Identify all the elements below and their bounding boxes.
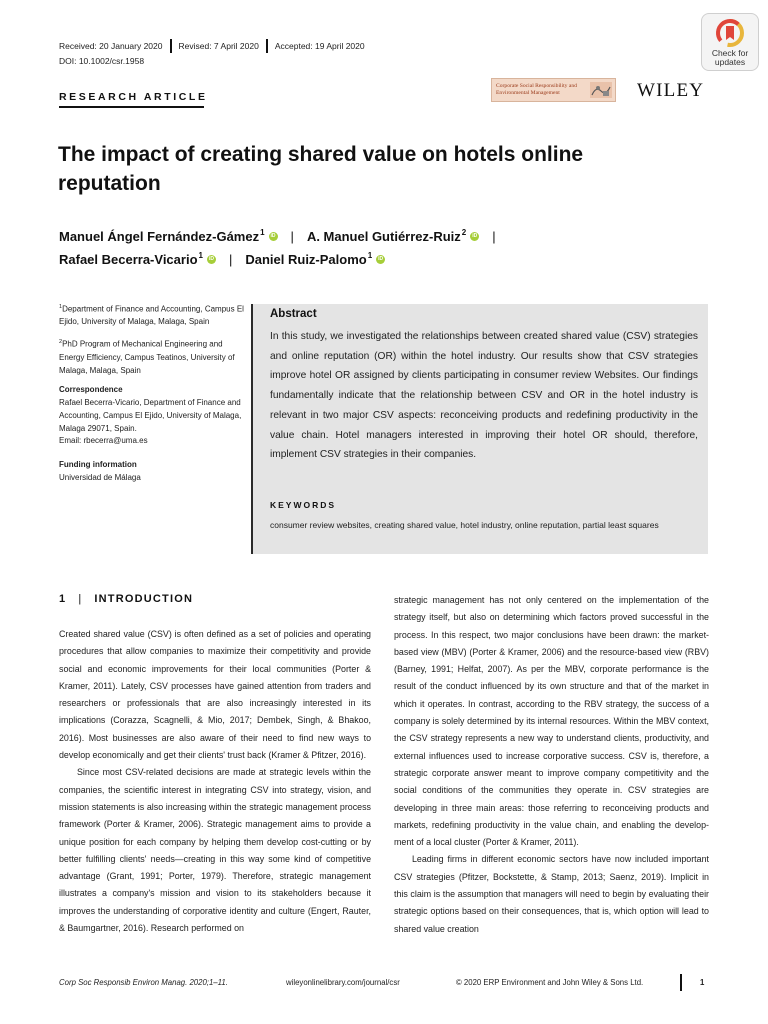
footer-divider <box>680 974 682 991</box>
keywords-text: consumer review websites, creating shared value, hotel industry, online reputation, partial least squares <box>270 520 659 530</box>
correspondence-heading: Correspondence <box>59 385 123 395</box>
journal-banner-line-1: Corporate Social Responsibility and <box>496 83 577 89</box>
journal-banner-graphic-icon <box>590 82 612 98</box>
correspondence-text: Rafael Becerra-Vicario, Department of Finance and Accounting, Campus El Ejido, University of Malaga, Malaga 29071, Spain. <box>59 398 242 433</box>
body-paragraph: Since most CSV-related decisions are made at strategic levels within the companies, the scientific interest in integrating CSV into strategy, vision, and mission statements is also increasing within the strategic management process framework (Porter & Kramer, 2006). Strategic management aims to provide a unique position for each company by helping them develop cost-cutting or by better fulfilling clients' needs—creating in this way some kind of competitive advantage (Grant, 1991; Porter, 1979). Therefore, strategic management illustrates a company's mission and vision to its stakeholders because it improves the understanding of corporative identity and culture (Engert, Rauter, & Baumgartner, 2016). Research performed on <box>59 767 371 934</box>
author-separator: | <box>228 252 233 267</box>
article-type-label: RESEARCH ARTICLE <box>59 91 208 103</box>
orcid-icon[interactable]: iD <box>270 233 276 239</box>
author-separator: | <box>290 229 294 244</box>
section-heading <box>59 593 193 605</box>
body-paragraph: Created shared value (CSV) is often defined as a set of policies and operating procedures that allow companies to maximize their competitivity and provide social and economic improvements for their local communities (Porter & Kramer, 2011). Lately, CSV processes have gained attention from traders and researchers or professionals that are also increasingly interested in its implications (Corazza, Scagnelli, & Mio, 2017; Dembek, Singh, & Bhakoo, 2016). Most businesses are also aware of their need to find new ways to develop economically and get their clients' trust back (Kramer & Pfitzer, 2016). <box>59 629 371 761</box>
affiliation-number: 2 <box>59 339 63 346</box>
divider <box>170 39 172 53</box>
body-paragraph: Leading firms in different economic sectors have now included important CSV strategies (Pfitzer, Bockstette, & Stamp, 2013; Saenz, 2019). Implicit in this claim is the assumption that managers will need to begin by evaluating their strategic options based on their consequences, that is, which option will lead to shared value creation <box>394 854 709 934</box>
correspondence-email[interactable]: Email: rbecerra@uma.es <box>59 436 148 446</box>
author-name[interactable]: Rafael Becerra-Vicario <box>59 252 198 267</box>
journal-banner-line-2: Environmental Management <box>496 89 560 96</box>
body-column-right <box>394 592 709 938</box>
author-line-1 <box>59 229 509 244</box>
revised-date: Revised: 7 April 2020 <box>178 41 259 51</box>
author-separator: | <box>492 229 496 244</box>
affiliation-1 <box>59 301 249 329</box>
body-paragraph: strategic management has not only centered on the implementation of the strategy itself, but also on determining which factors proved successful in the process. In this respect, two major conclusions have been drawn: the market-based view (MBV) (Porter & Kramer, 2006) and the resource-based view (RBV) (Barney, 1991; Helfat, 2007). As per the MBV, corporate performance is the result of the conduct influenced by its own structure and that of the market in which it operates. In contrast, according to the RBV strategy, the success of a company is solely determined by its internal resources. Within the MBV context, the CSV strategy represents a new way to understand clients, productivity, and external influences used to increase corporative success. CSV is, therefore, a strategic corporate answer meant to improve company competitivity and the social conditions of the communities they operate in. CSV strategies are developing in three main areas: those referring to reconceiving products and markets, redefining productivity in the value chain, and enabling the development of a local cluster (Porter & Kramer, 2011). <box>394 595 709 848</box>
author-affiliation: 1 <box>260 228 265 237</box>
orcid-icon[interactable]: iD <box>378 256 384 262</box>
abstract-text: In this study, we investigated the relationships between created shared value (CSV) strategies and online reputation (OR) within the hotel industry. Our results show that CSV strategies improve hotel OR assigned by clients participating in consumer review Websites. Our findings fundamentally indicate that the relationship between CSV and OR in the hotel industry is relevant in two major CSV aspects: reconceiving products and redefining productivity in the value chain. Hotel managers interested in improving their hotel OR should, therefore, implement CSV strategies in their companies. <box>270 331 698 461</box>
abstract-left-rule <box>251 304 253 554</box>
footer-copyright: © 2020 ERP Environment and John Wiley & Sons Ltd. <box>456 978 644 987</box>
affiliation-text: Department of Finance and Accounting, Campus El Ejido, University of Malaga, Malaga, Spain <box>59 304 244 327</box>
keywords-heading: KEYWORDS <box>270 500 337 510</box>
section-title: INTRODUCTION <box>94 593 194 605</box>
author-name[interactable]: A. Manuel Gutiérrez-Ruiz <box>306 229 461 244</box>
affiliation-2 <box>59 336 249 377</box>
journal-banner[interactable] <box>491 78 616 102</box>
footer-journal-citation: Corp Soc Responsib Environ Manag. 2020;1–11. <box>59 978 228 987</box>
author-name[interactable]: Daniel Ruiz-Palomo <box>245 252 367 267</box>
bookmark-ring-icon <box>715 18 745 48</box>
author-affiliation: 2 <box>461 228 467 237</box>
article-title: The impact of creating shared value on hotels online reputation <box>58 143 584 195</box>
affiliation-text: PhD Program of Mechanical Engineering and Energy Efficiency, Campus Teatinos, University of Malaga, Malaga, Spain <box>59 339 235 375</box>
orcid-icon[interactable]: iD <box>208 256 214 262</box>
doi[interactable]: DOI: 10.1002/csr.1958 <box>59 56 145 66</box>
author-affiliation: 1 <box>198 251 203 260</box>
body-column-left <box>59 626 371 937</box>
article-info-sidebar <box>59 301 249 492</box>
funding-text: Universidad de Málaga <box>59 473 141 483</box>
author-affiliation: 1 <box>367 251 373 260</box>
page-number: 1 <box>700 978 705 987</box>
publisher-logo[interactable]: WILEY <box>637 80 705 101</box>
publication-dates <box>59 39 365 53</box>
check-for-updates-badge[interactable] <box>701 13 759 71</box>
article-type-underline <box>59 106 204 108</box>
badge-line-1: Check for <box>711 48 749 58</box>
affiliation-number: 1 <box>59 304 63 310</box>
section-separator: | <box>78 593 83 605</box>
divider <box>266 39 268 53</box>
author-name[interactable]: Manuel Ángel Fernández-Gámez <box>59 229 260 244</box>
author-line-2 <box>59 252 385 267</box>
badge-line-2: updates <box>714 57 746 67</box>
section-number: 1 <box>59 593 67 605</box>
funding-heading: Funding information <box>59 460 137 470</box>
received-date: Received: 20 January 2020 <box>59 41 163 51</box>
footer-journal-url[interactable]: wileyonlinelibrary.com/journal/csr <box>286 978 400 987</box>
orcid-icon[interactable]: iD <box>472 233 478 239</box>
accepted-date: Accepted: 19 April 2020 <box>274 41 365 51</box>
abstract-heading: Abstract <box>270 308 317 320</box>
